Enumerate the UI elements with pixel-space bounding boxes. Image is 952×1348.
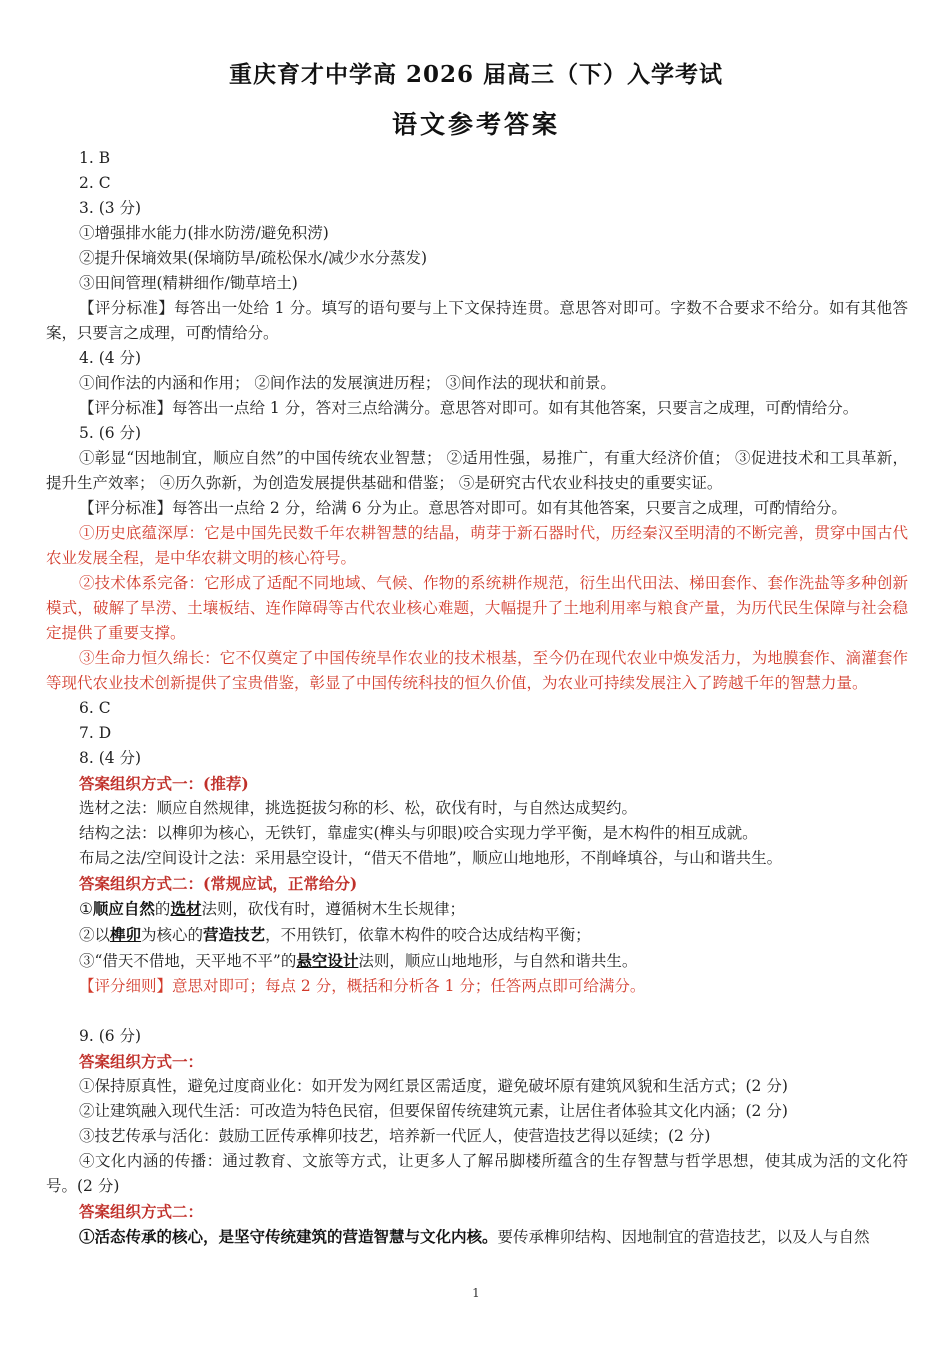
item-number: ① xyxy=(79,900,93,918)
answer-q8-m1-item: 结构之法：以榫卯为核心，无铁钉，靠虚实(榫头与卯眼)咬合实现力学平衡，是木构件的相互成就。 xyxy=(79,824,758,842)
item-text: 要传承榫卯结构、因地制宜的营造技艺，以及人与自然 xyxy=(497,1228,870,1246)
answer-q8-m2-item xyxy=(46,948,908,974)
page-subtitle: 语文参考答案 xyxy=(391,110,560,139)
page-title: 重庆育才中学高 2026 届高三（下）入学考试 xyxy=(228,61,724,88)
answer-q9-item: ①保持原真性，避免过度商业化：如开发为网红景区需适度，避免破坏原有建筑风貌和生活方式；(2 分) xyxy=(79,1077,788,1095)
answer-q4-items: ①间作法的内涵和作用； ②间作法的发展演进历程； ③间作法的现状和前景。 xyxy=(79,374,616,392)
answer-q1: 1. B xyxy=(79,149,111,167)
keyword: 顺应自然 xyxy=(92,899,155,918)
keyword: 营造技艺 xyxy=(203,925,266,944)
answer-q8-head: 8. (4 分) xyxy=(79,749,142,767)
page-number: 1 xyxy=(472,1286,480,1300)
answer-q9-method-2: 答案组织方式二： xyxy=(79,1202,204,1221)
keyword: ①活态传承的核心，是坚守传统建筑的营造智慧与文化内核。 xyxy=(79,1227,498,1246)
keyword-underlined: 榫卯 xyxy=(110,925,142,944)
answer-q9-item: ②让建筑融入现代生活：可改造为特色民宿，但要保留传统建筑元素，让居住者体验其文化内涵；(2 分) xyxy=(79,1102,788,1120)
answer-q8-m1-item: 布局之法/空间设计之法：采用悬空设计，“借天不借地”，顺应山地地形，不削峰填谷，与山和谐共生。 xyxy=(79,849,783,867)
answer-q9-m2-item xyxy=(46,1224,908,1250)
item-text: ，不用铁钉，依靠木构件的咬合达成结构平衡； xyxy=(265,926,591,944)
item-text: 为核心的 xyxy=(141,926,204,944)
item-text: 的 xyxy=(154,900,171,918)
answer-q3-item: ③田间管理(精耕细作/锄草培土) xyxy=(79,274,298,292)
answer-q4-head: 4. (4 分) xyxy=(79,349,142,367)
answer-q8-detail: 【评分细则】意思对即可；每点 2 分，概括和分析各 1 分；任答两点即可给满分。 xyxy=(79,977,646,995)
keyword-underlined: 选材 xyxy=(170,899,202,918)
answer-q3-head: 3. (3 分) xyxy=(79,199,142,217)
answer-q9-item: ④文化内涵的传播：通过教育、文旅等方式，让更多人了解吊脚楼所蕴含的生存智慧与哲学思想，使其成为活的文化符号。(2 分) xyxy=(46,1152,908,1195)
answer-q5-items: ①彰显“因地制宜，顺应自然”的中国传统农业智慧； ②适用性强，易推广，有重大经济价值； ③促进技术和工具革新，提升生产效率； ④历久弥新，为创造发展提供基础和借鉴； ⑤是研究古代农业科技史的重要实证。 xyxy=(46,449,908,492)
answer-q9-head: 9. (6 分) xyxy=(79,1027,142,1045)
answer-q5-criteria: 【评分标准】每答出一点给 2 分，给满 6 分为止。意思答对即可。如有其他答案，只要言之成理，可酌情给分。 xyxy=(79,499,847,517)
answer-q4-criteria: 【评分标准】每答出一点给 1 分，答对三点给满分。意思答对即可。如有其他答案，只要言之成理，可酌情给分。 xyxy=(79,399,859,417)
item-text: ③“借天不借地，天平地不平”的 xyxy=(79,952,297,970)
answer-q5-reference-2: ②技术体系完备：它形成了适配不同地域、气候、作物的系统耕作规范，衍生出代田法、梯田套作、套作洗盐等多种创新模式，破解了旱涝、土壤板结、连作障碍等古代农业核心难题，大幅提升了土地利用率与粮食产量，为历代民生保障与社会稳定提供了重要支撑。 xyxy=(46,574,908,642)
answer-q5-head: 5. (6 分) xyxy=(79,424,142,442)
answer-q5-reference-1: ①历史底蕴深厚：它是中国先民数千年农耕智慧的结晶，萌芽于新石器时代，历经秦汉至明清的不断完善，贯穿中国古代农业发展全程，是中华农耕文明的核心符号。 xyxy=(46,524,908,567)
answer-q7: 7. D xyxy=(79,724,112,742)
spacer xyxy=(46,999,908,1024)
item-text: ②以 xyxy=(79,926,111,944)
answer-q8-m2-item xyxy=(46,896,908,922)
answer-q3-criteria: 【评分标准】每答出一处给 1 分。填写的语句要与上下文保持连贯。意思答对即可。字数不合要求不给分。如有其他答案，只要言之成理，可酌情给分。 xyxy=(46,299,908,342)
answer-body xyxy=(46,146,908,1250)
answer-q9-method-1: 答案组织方式一： xyxy=(79,1052,204,1071)
answer-q6: 6. C xyxy=(79,699,111,717)
answer-q3-item: ①增强排水能力(排水防涝/避免积涝) xyxy=(79,224,329,242)
answer-q5-reference-3: ③生命力恒久绵长：它不仅奠定了中国传统旱作农业的技术根基，至今仍在现代农业中焕发活力，为地膜套作、滴灌套作等现代农业技术创新提供了宝贵借鉴，彰显了中国传统科技的恒久价值，为农业可持续发展注入了跨越千年的智慧力量。 xyxy=(46,649,908,692)
answer-q3-item: ②提升保墒效果(保墒防旱/疏松保水/减少水分蒸发) xyxy=(79,249,428,267)
item-text: 法则，顺应山地地形，与自然和谐共生。 xyxy=(358,952,638,970)
answer-q8-m1-item: 选材之法：顺应自然规律，挑选挺拔匀称的杉、松，砍伐有时，与自然达成契约。 xyxy=(79,799,638,817)
answer-q2: 2. C xyxy=(79,174,111,192)
item-text: 法则，砍伐有时，遵循树木生长规律； xyxy=(201,900,465,918)
answer-q8-method-1: 答案组织方式一：(推荐) xyxy=(79,774,249,793)
answer-q9-item: ③技艺传承与活化：鼓励工匠传承榫卯技艺，培养新一代匠人，使营造技艺得以延续；(2 分) xyxy=(79,1127,711,1145)
keyword-underlined: 悬空设计 xyxy=(296,951,359,970)
answer-q8-m2-item xyxy=(46,922,908,948)
answer-q8-method-2: 答案组织方式二：(常规应试，正常给分) xyxy=(79,874,358,893)
